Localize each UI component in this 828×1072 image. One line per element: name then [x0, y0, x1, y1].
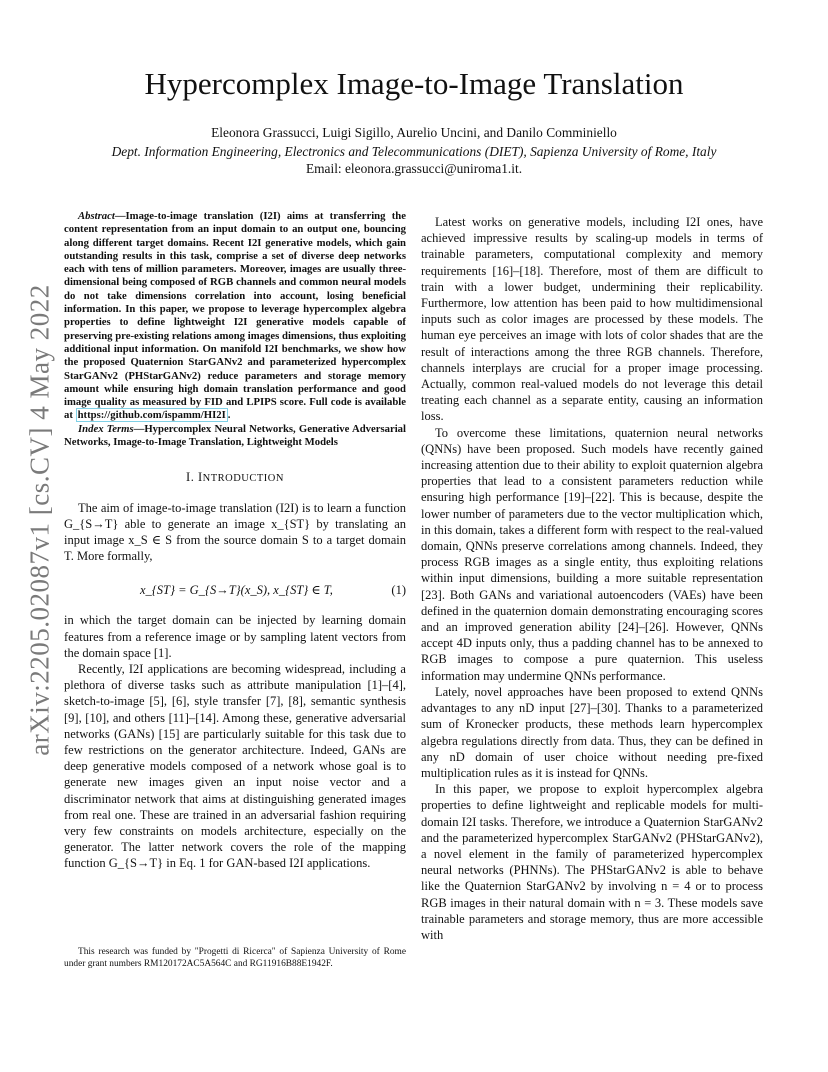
- right-paragraph-2: To overcome these limitations, quaternion neural networks (QNNs) have been proposed. Such models have recently gained increasing attention due to their ability to exploit quaternion algebra properties that lead to a consistent parameters reduction while ensuring high performance [19]–[22]. This is because, despite the lower number of parameters due to the vector multiplication which, in this domain, takes a different form with respect to the real-valued domain, QNNs preserve correlations among channels. Indeed, they process RGB images as a single entity, thus exploiting relations within input dimensions, building a more suitable representation [23]. Both GANs and variational autoencoders (VAEs) have been defined in the quaternion domain demonstrating encouraging scores and an improved generation ability [24]–[26]. However, QNNs accept 4D inputs only, thus a padding channel has to be annexed to RGB images to compose a pure quaternion. This useless information may undermine QNNs performance.: [421, 425, 763, 683]
- intro-paragraph-2: in which the target domain can be injected by learning domain features from a reference image or by sampling latent vectors from the domain space [1].: [64, 613, 406, 660]
- paper-authors: Eleonora Grassucci, Luigi Sigillo, Aurelio Uncini, and Danilo Comminiello: [211, 125, 617, 140]
- equation-math: x_{ST} = G_{S→T}(x_S), x_{ST} ∈ T,: [140, 583, 333, 598]
- intro-paragraph-1: The aim of image-to-image translation (I2I) is to learn a function G_{S→T} able to generate an image x_{ST} by translating an input image x_S ∈ S from the source domain S to a target domain T. More formally,: [64, 500, 406, 564]
- equation-number: (1): [391, 583, 406, 598]
- index-terms: [64, 423, 406, 450]
- right-paragraph-4: In this paper, we propose to exploit hypercomplex algebra properties to define lightweight and replicable models for multi-domain I2I tasks. Therefore, we introduce a Quaternion StarGANv2 and the parameterized hypercomplex StarGANv2 (PHStarGANv2), a novel element in the family of parameterized hypercomplex neural networks (PHNNs). The PHStarGANv2 is able to behave like the Quaternion StarGANv2 by involving n = 4 or to process RGB images in their natural domain with n = 3. These models save trainable parameters and storage memory, thus are more accessible with: [421, 782, 763, 942]
- paper-email: Email: eleonora.grassucci@uniroma1.it.: [305, 161, 523, 176]
- paper-affiliation: Dept. Information Engineering, Electronics and Telecommunications (DIET), Sapienza University of Rome, Italy: [111, 144, 717, 159]
- abstract-end: .: [227, 409, 231, 422]
- intro-paragraph-3: Recently, I2I applications are becoming widespread, including a plethora of diverse tasks such as attribute manipulation [1]–[4], sketch-to-image [5], [6], style transfer [7], [8], semantic synthesis [9], [10], and others [11]–[14]. Among these, generative adversarial networks (GANs) [15] are particularly suitable for this task due to few restrictions on the generator architecture. Indeed, GANs are deep generative models composed of a network whose goal is to generate new images given an input noise vector and a discriminator network that aims at distinguishing generated images from real one. These are trained in an adversarial fashion requiring very few constraints on models architecture, especially on the generator. The latter network covers the role of the mapping function G_{S→T} in Eq. 1 for GAN-based I2I applications.: [64, 661, 406, 871]
- abstract: [64, 210, 406, 423]
- right-paragraph-1: Latest works on generative models, including I2I ones, have achieved impressive results by scaling-up models in terms of trainable parameters, computational complexity and memory requirements [16]–[18]. Therefore, most of them are difficult to train with a lower budget, undermining their replicability. Furthermore, low attention has been paid to how multidimensional inputs such as color images are processed by these models. The human eye perceives an image with lots of color shades that are the result of interactions among the three RGB channels. Therefore, channels interplays are crucial for a proper image processing. Actually, common real-valued models do not leverage this detail treating each channel as a separate entity, causing an information loss.: [421, 215, 763, 424]
- equation-1: [64, 570, 406, 610]
- code-link[interactable]: https://github.com/ispamm/HI2I: [77, 409, 226, 422]
- abstract-lead: Abstract: [78, 210, 115, 222]
- section-numeral: I.: [186, 470, 198, 485]
- index-terms-lead: Index Terms: [78, 422, 134, 435]
- arxiv-sidebar-stamp: [20, 280, 60, 760]
- funding-footnote: This research was funded by "Progetti di Ricerca" of Sapienza University of Rome under grant numbers RM120172AC5A564C and RG11916B88E1942F.: [64, 947, 406, 969]
- right-paragraph-3: Lately, novel approaches have been proposed to extend QNNs advantages to any nD input [27]–[30]. Thanks to a parameterized sum of Kronecker products, these methods learn hypercomplex algebra regulations directly from data. Thus, they can be defined in any nD domain of user choice without needing pre-fixed multiplication rules as it is instead for QNNs.: [421, 684, 763, 780]
- section-rest: NTRODUCTION: [202, 473, 284, 485]
- left-column: [64, 210, 406, 872]
- right-column: [421, 214, 763, 943]
- arxiv-id: arXiv:2205.02087v1 [cs.CV] 4 May 2022: [24, 284, 55, 756]
- section-first-letter: I: [197, 470, 203, 485]
- abstract-text: —Image-to-image translation (I2I) aims at transferring the content representation from an input domain to an output one, bouncing along different target domains. Recent I2I generative models, which gain outstanding results in this task, comprise a set of diverse deep networks each with tens of million parameters. Moreover, images are usually three-dimensional being composed of RGB channels and common neural models do not take dimensions correlation into account, losing beneficial information. In this paper, we propose to leverage hypercomplex algebra properties to define lightweight I2I generative models capable of preserving pre-existing relations among images dimensions, thus exploiting additional input information. On manifold I2I benchmarks, we show how the proposed Quaternion StarGANv2 and parameterized hypercomplex StarGANv2 (PHStarGANv2) reduce parameters and storage memory amount while ensuring high domain translation performance and good image quality as measured by FID and LPIPS score. Full code is available at: [64, 210, 406, 422]
- section-heading-introduction: [64, 469, 406, 487]
- index-terms-text: —Hypercomplex Neural Networks, Generative Adversarial Networks, Image-to-Image Translation, Lightweight Models: [64, 422, 406, 449]
- paper-title: Hypercomplex Image-to-Image Translation: [144, 66, 684, 101]
